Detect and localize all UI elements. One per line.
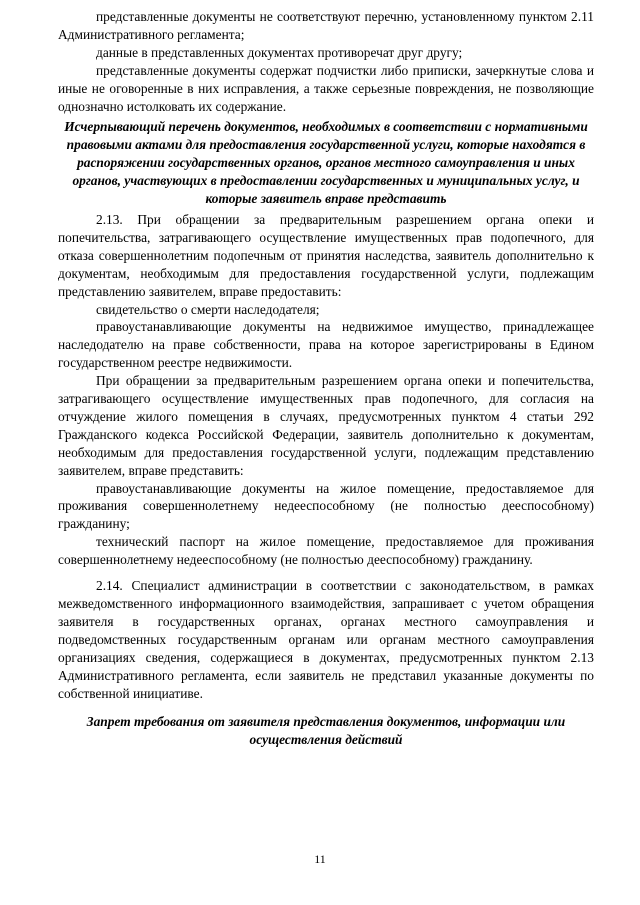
- paragraph: представленные документы содержат подчистки либо приписки, зачеркнутые слова и иные не оговоренные в них исправления, а также серьезные повреждения, не позволяющие однозначно истолковать их содержание.: [58, 62, 594, 114]
- paragraph: данные в представленных документах противоречат друг другу;: [96, 44, 463, 60]
- section-heading: Запрет требования от заявителя представления документов, информации или осуществления действий: [86, 714, 566, 748]
- paragraph: технический паспорт на жилое помещение, предоставляемое для проживания совершеннолетнему недееспособному (не полностью дееспособному) гражданину.: [58, 534, 594, 568]
- section-heading: Исчерпывающий перечень документов, необходимых в соответствии с нормативными правовыми актами для предоставления государственной услуги, которые находятся в распоряжении государственных органов, органов местного самоуправления и иных органов, участвующих в предоставлении государственных и муниципальных услуг, и которые заявитель вправе представить: [64, 119, 588, 207]
- page-number: 11: [314, 852, 326, 866]
- paragraph: 2.13. При обращении за предварительным разрешением органа опеки и попечительства, затрагивающего осуществление имущественных прав подопечного, для отказа совершеннолетним подопечным от принятия наследства, заявитель дополнительно к документам, необходимым для предоставления государственной услуги, подлежащим представлению заявителем, вправе предоставить:: [58, 211, 594, 299]
- paragraph: 2.14. Специалист администрации в соответствии с законодательством, в рамках межведомственного информационного взаимодействия, запрашивает с учетом обращения заявителя в государственных органах, органах местного самоуправления и подведомственных государственным органам или органам местного самоуправления организациях сведения, содержащиеся в документах, предусмотренных пунктом 2.13 Административного регламента, если заявитель не представил указанные документы по собственной инициативе.: [58, 578, 594, 701]
- paragraph: свидетельство о смерти наследодателя;: [96, 301, 320, 317]
- spacer: [58, 569, 594, 577]
- paragraph: представленные документы не соответствуют перечню, установленному пунктом 2.11 Административного регламента;: [58, 9, 594, 42]
- paragraph: правоустанавливающие документы на недвижимое имущество, принадлежащее наследодателю на праве собственности, права на которое зарегистрированы в Едином государственном реестре недвижимости.: [58, 319, 594, 371]
- paragraph: правоустанавливающие документы на жилое помещение, предоставляемое для проживания совершеннолетнему недееспособному (не полностью дееспособному) гражданину;: [58, 480, 594, 532]
- spacer: [58, 702, 594, 710]
- document-page: [58, 8, 594, 752]
- paragraph: При обращении за предварительным разрешением органа опеки и попечительства, затрагивающего осуществление имущественных прав подопечного, для согласия на отчуждение жилого помещения в случаях, предусмотренных пунктом 4 статьи 292 Гражданского кодекса Российской Федерации, заявитель дополнительно к документам, необходимым для предоставления государственной услуги, подлежащим представлению заявителем, вправе представить:: [58, 373, 594, 478]
